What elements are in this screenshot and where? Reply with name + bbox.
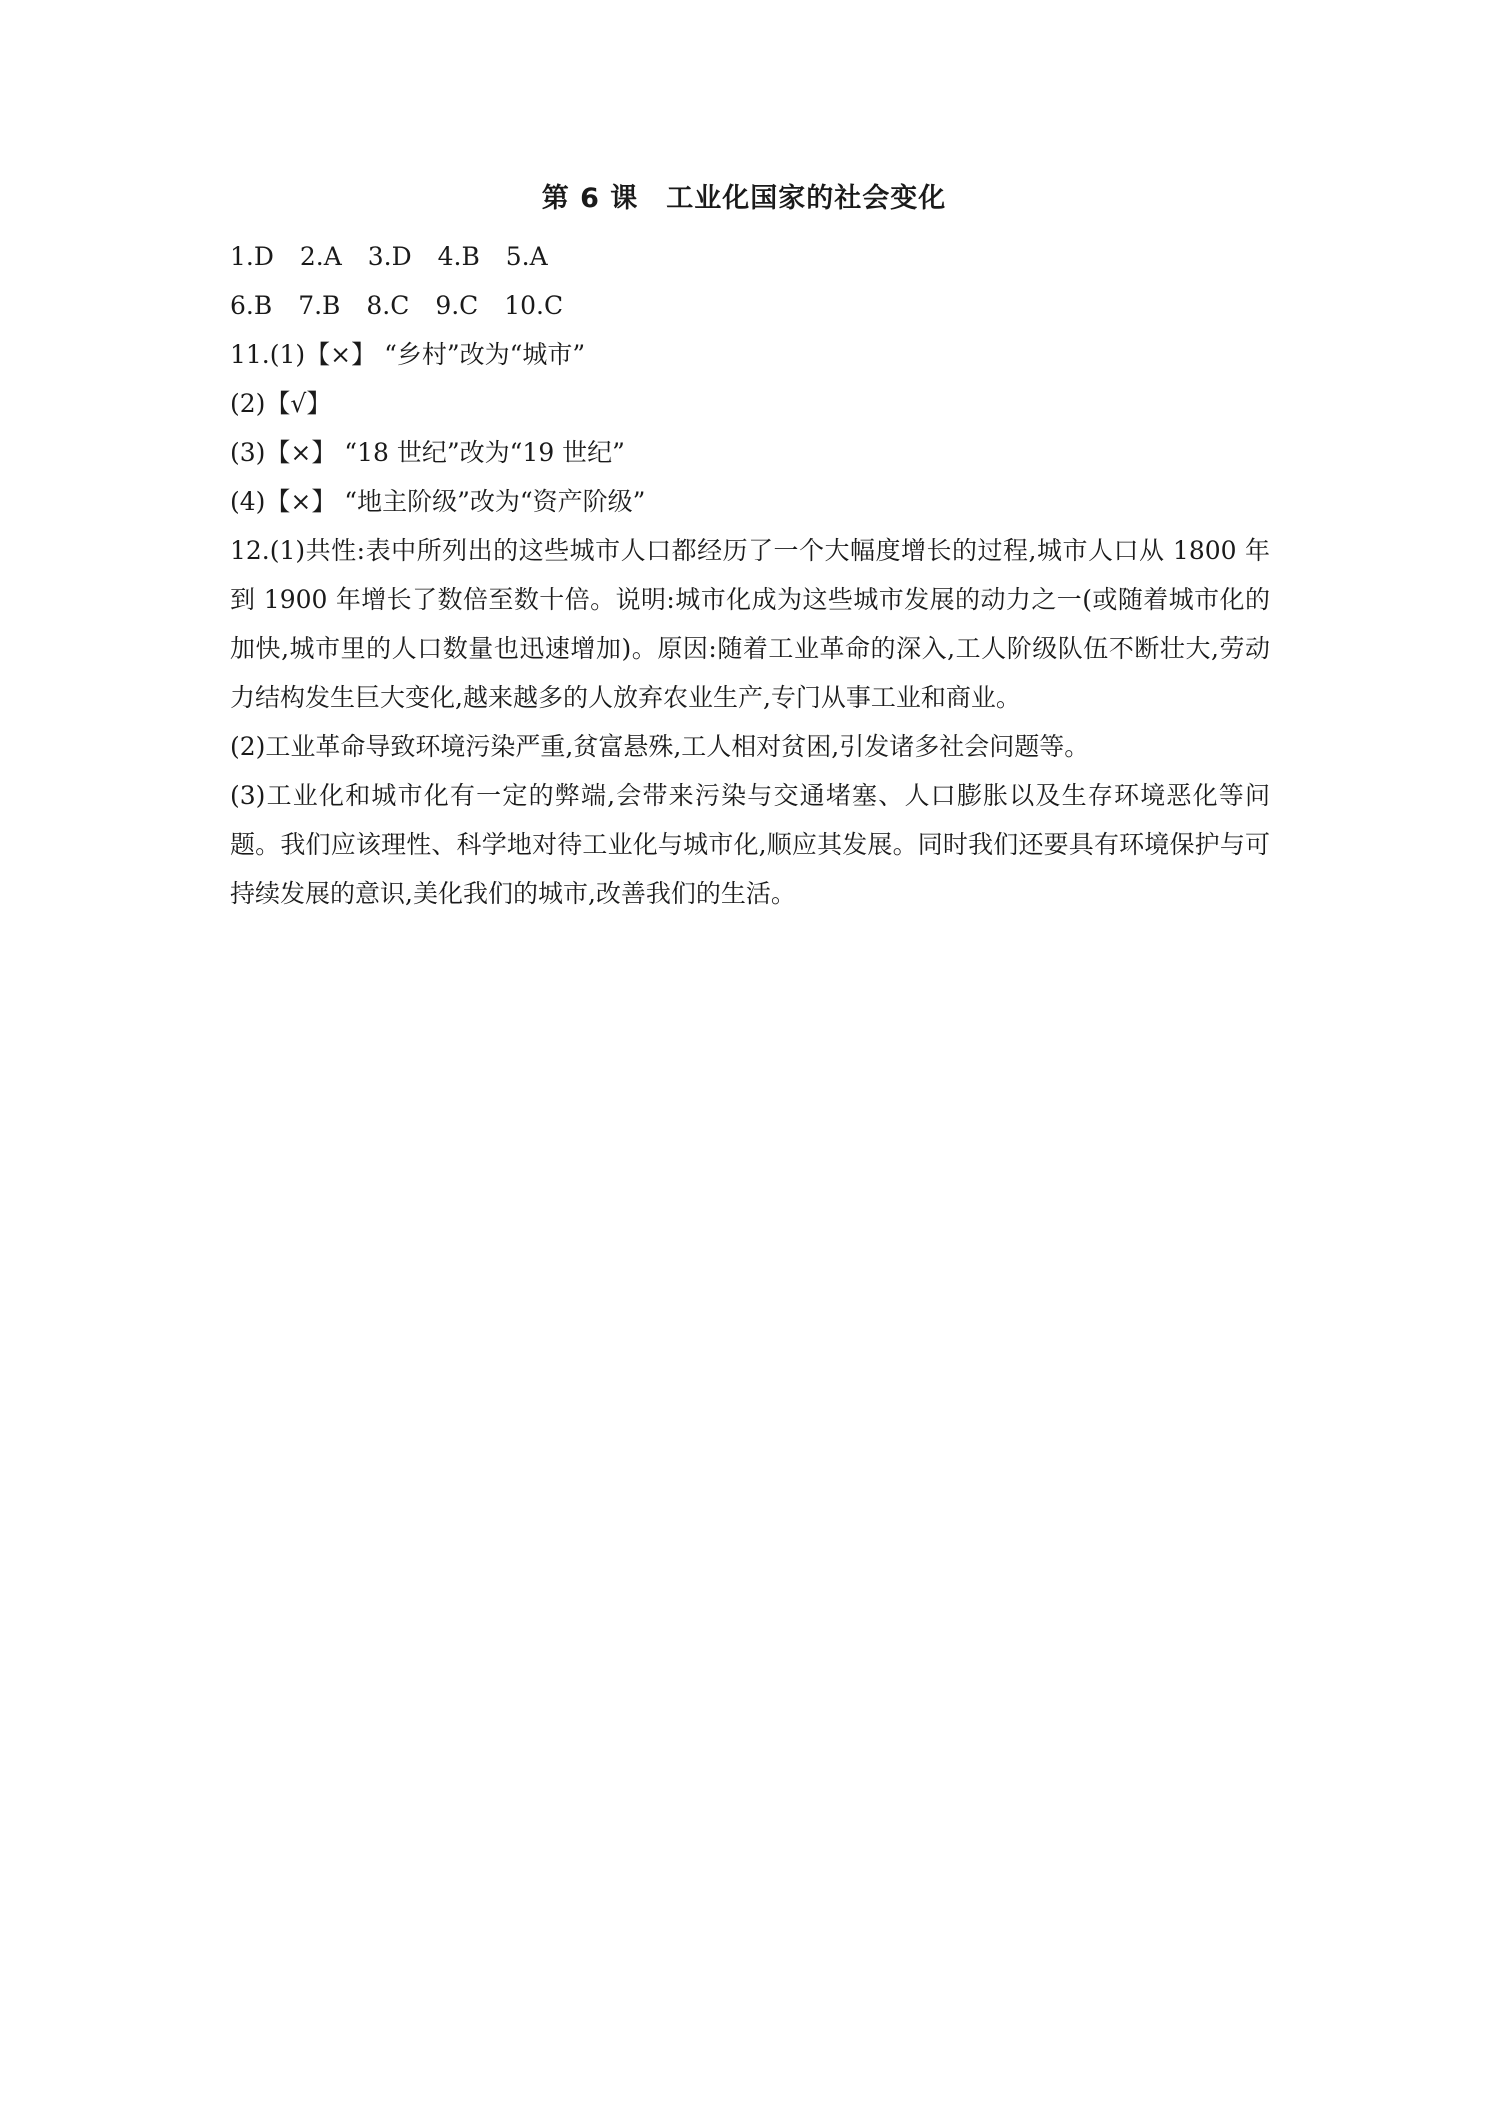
q12-part-3: (3)工业化和城市化有一定的弊端,会带来污染与交通堵塞、人口膨胀以及生存环境恶化等问题。我们应该理性、科学地对待工业化与城市化,顺应其发展。同时我们还要具有环境保护与可持续发展的意识,美化我们的城市,改善我们的生活。 [230, 781, 1270, 908]
q11-part-3: (3)【×】 “18 世纪”改为“19 世纪” [230, 438, 625, 467]
answer-item: 1.D [230, 242, 274, 271]
answer-content [230, 232, 1270, 918]
q12-part-1: 12.(1)共性:表中所列出的这些城市人口都经历了一个大幅度增长的过程,城市人口从 1800 年到 1900 年增长了数倍至数十倍。说明:城市化成为这些城市发展的动力之一(或随着城市化的加快,城市里的人口数量也迅速增加)。原因:随着工业革命的深入,工人阶级队伍不断壮大,劳动力结构发生巨大变化,越来越多的人放弃农业生产,专门从事工业和商业。 [230, 536, 1270, 712]
page-title: 第 6 课 工业化国家的社会变化 [541, 183, 947, 214]
answer-item: 10.C [504, 291, 564, 320]
q12-part-2: (2)工业革命导致环境污染严重,贫富悬殊,工人相对贫困,引发诸多社会问题等。 [230, 732, 1090, 761]
q11-part-2: (2)【√】 [230, 389, 332, 418]
answer-row-2 [230, 281, 1270, 330]
answer-item: 3.D [367, 242, 412, 271]
answer-item: 8.C [366, 291, 410, 320]
q11-part-4: (4)【×】 “地主阶级”改为“资产阶级” [230, 487, 646, 516]
answer-item: 6.B [230, 291, 273, 320]
answer-item: 5.A [505, 242, 548, 271]
answer-item: 7.B [298, 291, 341, 320]
q11-part-1: 11.(1)【×】 “乡村”改为“城市” [230, 340, 586, 369]
answer-item: 2.A [299, 242, 342, 271]
answer-item: 9.C [435, 291, 479, 320]
answer-row-1 [230, 232, 1270, 281]
answer-item: 4.B [437, 242, 480, 271]
